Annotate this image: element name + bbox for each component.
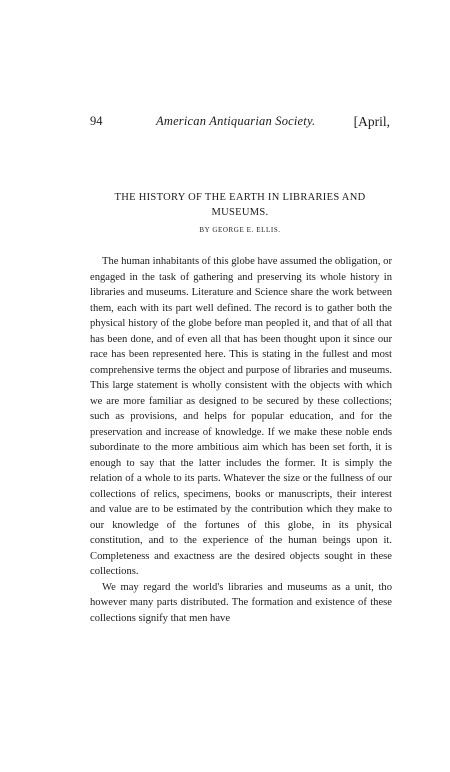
running-title: American Antiquarian Society. <box>156 114 316 128</box>
byline: BY GEORGE E. ELLIS. <box>199 226 281 234</box>
paragraph: The human inhabitants of this globe have assumed the obligation, or engaged in the task of gathering and preserving its whole history in libraries and museums. Literature and Science share the work between them, each with its part well defined. The record is to gather both the physical history of the globe before man peopled it, and that of all that has been done, and of even all that has been thought upon it since our race has been represented here. This is stating in the fullest and most comprehensive terms the object and purpose of libraries and museums. This large statement is wholly consistent with the objects with which we are more familiar as designed to be secured by these collections; such as provisions, and helps for popular education, and for the preservation and increase of knowledge. If we make these noble ends subordinate to the more ambitious aim which has been set forth, it is enough to say that the latter includes the former. It is simply the relation of a whole to its parts. Whatever the size or the fullness of our collections of relics, specimens, books or manuscripts, their interest and value are to be estimated by the contribution which they make to our knowledge of the fortunes of this globe, in its physical constitution, and to the experience of the human beings upon it. Completeness and exactness are the desired objects sought in these collections. <box>90 256 392 577</box>
article-title: THE HISTORY OF THE EARTH IN LIBRARIES AND MUSEUMS. <box>114 192 366 218</box>
running-date: [April, <box>353 114 390 129</box>
running-head <box>90 114 390 134</box>
page-number: 94 <box>90 114 103 128</box>
body-text <box>90 254 392 626</box>
paragraph: We may regard the world's libraries and museums as a unit, tho however many parts distributed. The formation and existence of these collections signify that men have <box>90 581 392 624</box>
